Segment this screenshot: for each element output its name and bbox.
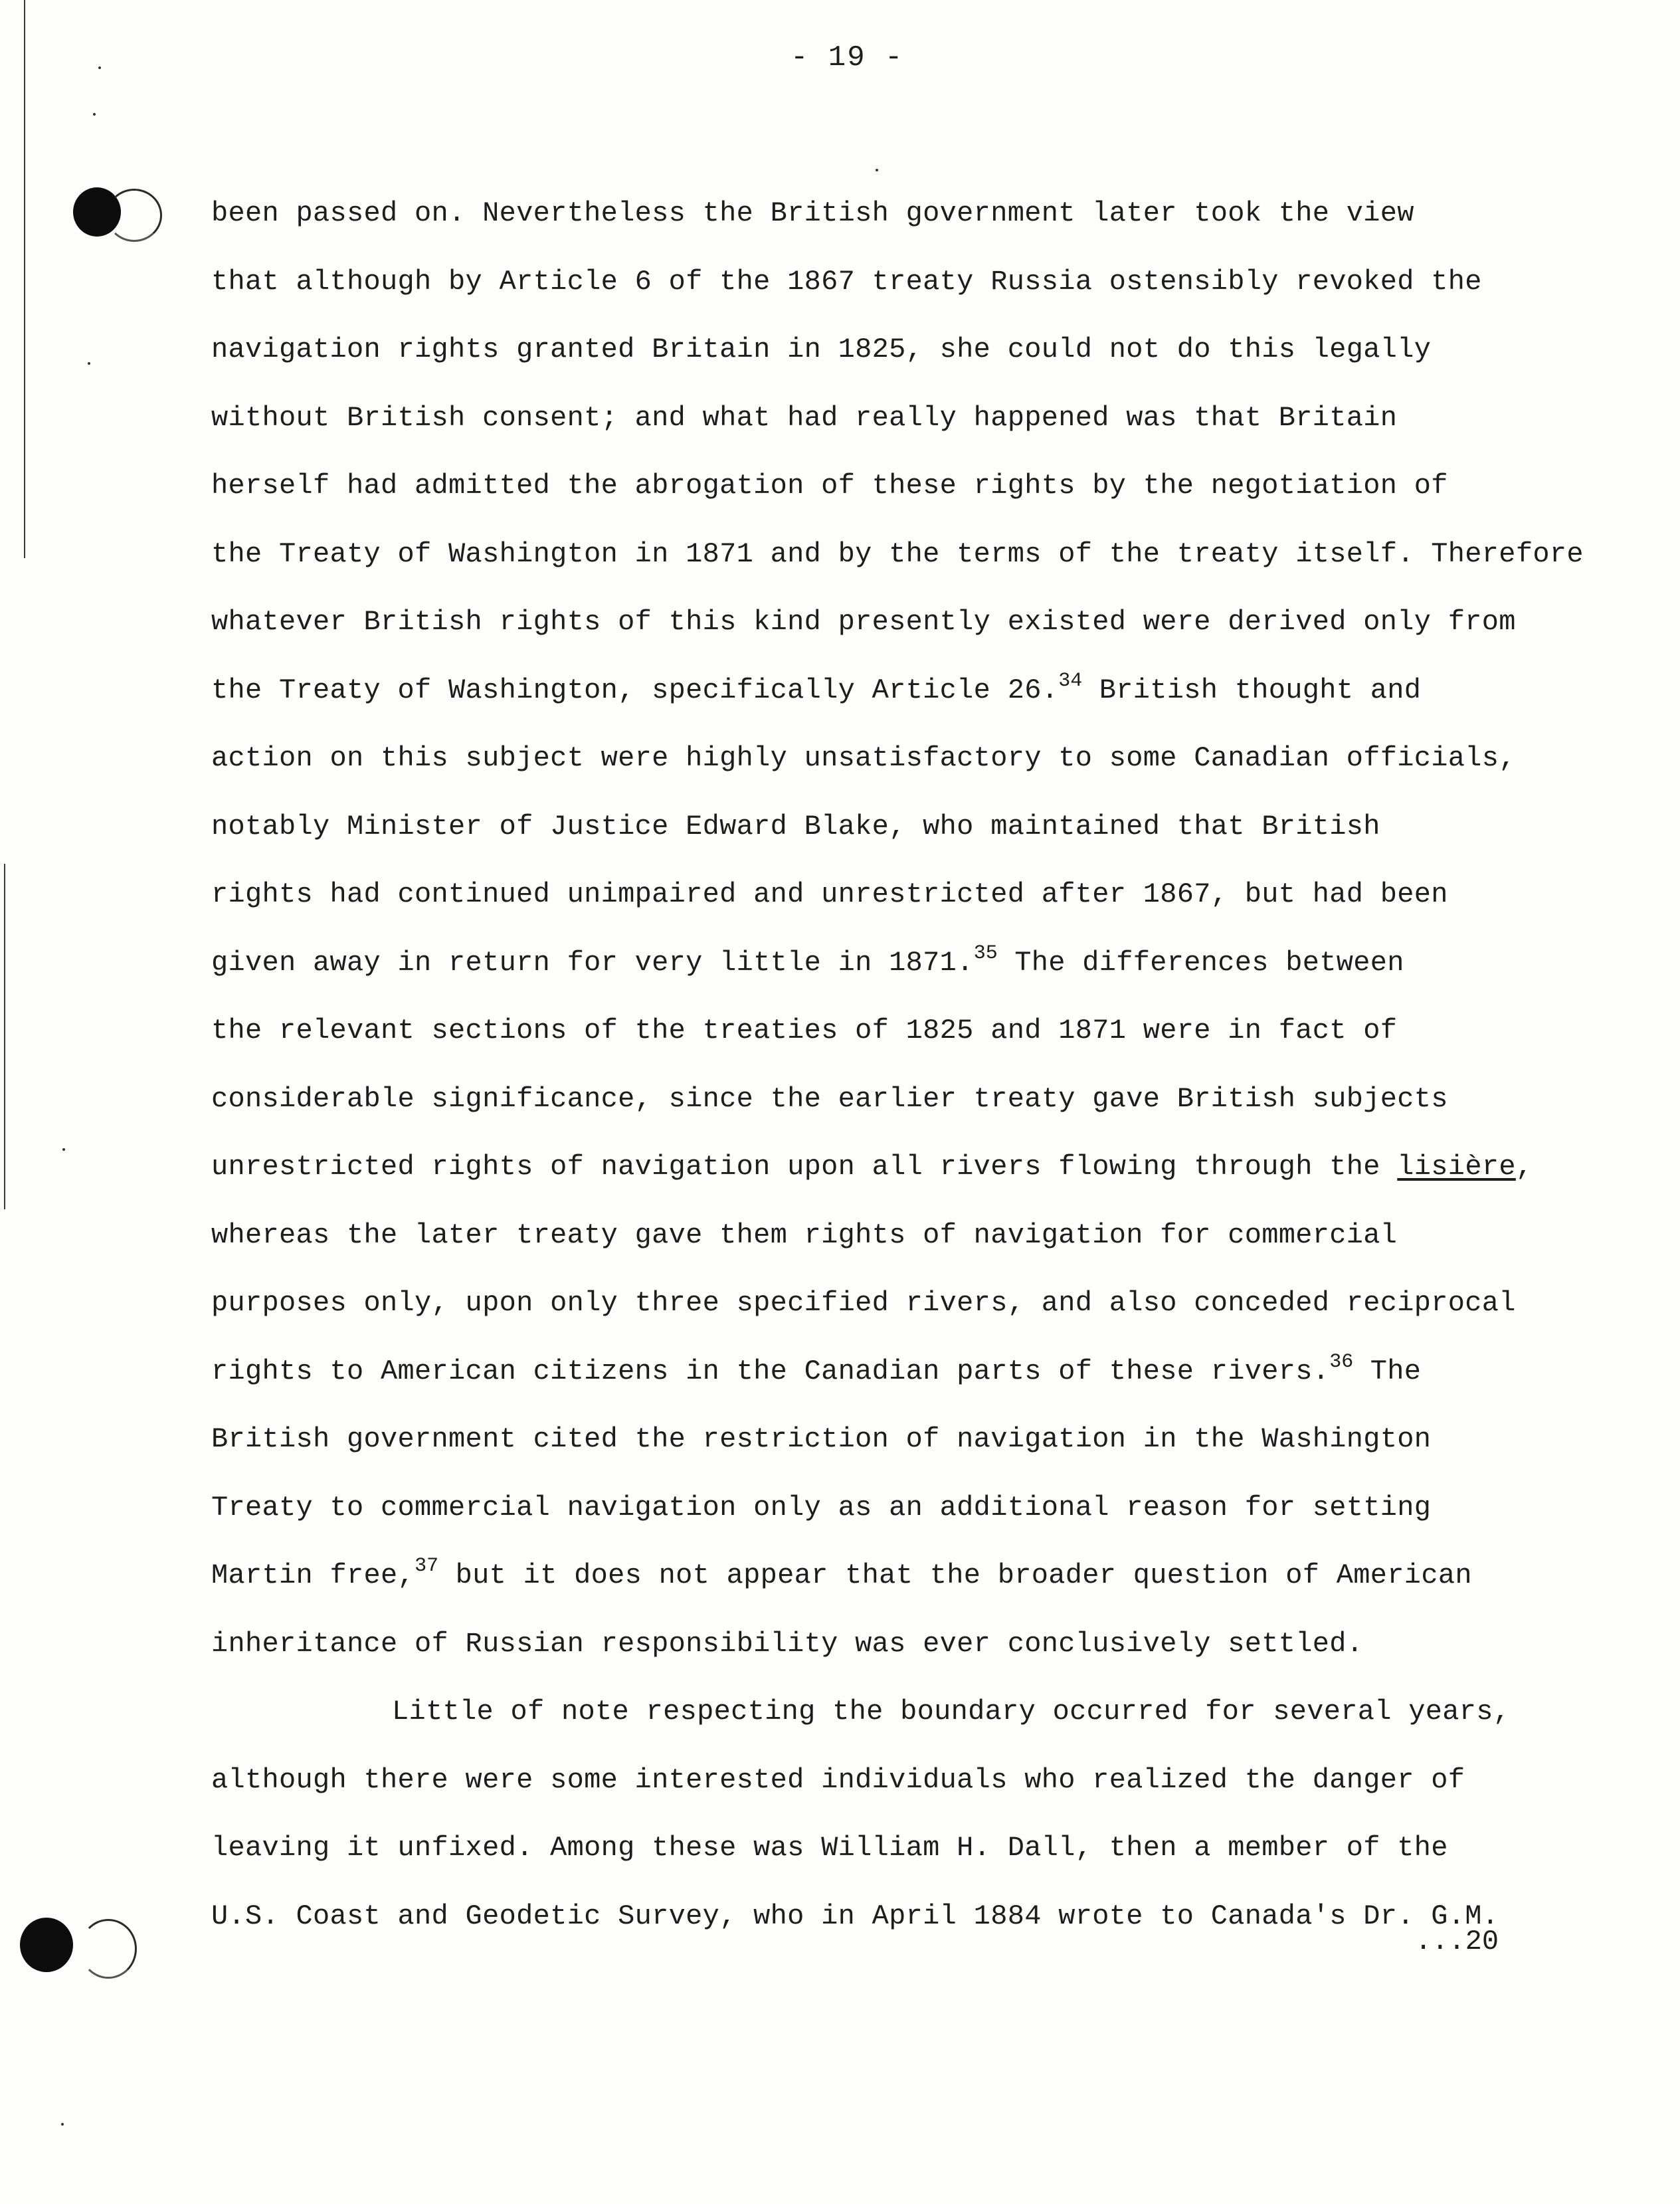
margin-line	[24, 0, 25, 558]
text-line	[211, 724, 1580, 793]
footnote-marker: 37	[415, 1555, 439, 1577]
text-line	[211, 179, 1580, 248]
text-segment: although there were some interested individuals who realized the danger of	[211, 1763, 1465, 1796]
text-segment: purposes only, upon only three specified rivers, and also conceded reciprocal	[211, 1287, 1516, 1319]
text-line	[211, 793, 1580, 861]
text-line	[211, 248, 1580, 316]
text-segment: unrestricted rights of navigation upon all rivers flowing through the	[211, 1151, 1398, 1183]
text-segment: without British consent; and what had really happened was that Britain	[211, 401, 1398, 434]
text-line	[211, 1269, 1580, 1338]
text-segment: whatever British rights of this kind presently existed were derived only from	[211, 606, 1516, 638]
text-segment: the Treaty of Washington in 1871 and by the terms of the treaty itself. Therefore	[211, 538, 1584, 570]
footnote-marker: 35	[973, 942, 998, 965]
text-line	[211, 588, 1580, 656]
scan-speck	[876, 169, 878, 171]
text-line	[211, 520, 1584, 589]
text-segment: rights had continued unimpaired and unrestricted after 1867, but had been	[211, 878, 1448, 910]
continuation-marker: ...20	[1415, 1926, 1499, 1957]
text-segment: ,	[1515, 1151, 1533, 1183]
text-segment: leaving it unfixed. Among these was William H. Dall, then a member of the	[211, 1832, 1448, 1864]
body-text	[211, 179, 1584, 1950]
text-segment: but it does not appear that the broader question of American	[438, 1559, 1472, 1591]
text-segment: the relevant sections of the treaties of 1825 and 1871 were in fact of	[211, 1015, 1398, 1047]
text-line	[211, 1882, 1580, 1951]
text-line	[211, 1201, 1580, 1270]
text-segment: navigation rights granted Britain in 1825, she could not do this legally	[211, 334, 1432, 365]
text-line	[211, 1746, 1580, 1815]
text-line	[211, 1542, 1580, 1610]
text-segment: whereas the later treaty gave them rights of navigation for commercial	[211, 1219, 1398, 1251]
text-line	[211, 997, 1580, 1065]
text-line	[211, 1133, 1580, 1201]
punch-hole-ring-bottom	[80, 1919, 137, 1979]
text-segment: been passed on. Nevertheless the British government later took the view	[211, 197, 1414, 229]
text-line	[211, 384, 1580, 452]
scan-speck	[61, 2123, 64, 2126]
text-line	[211, 452, 1580, 520]
text-segment: Martin free,	[211, 1559, 415, 1591]
punch-hole-bottom	[20, 1918, 73, 1972]
punch-hole-ring-top	[106, 189, 162, 242]
text-line	[211, 1610, 1580, 1678]
paragraph-start-line	[211, 1678, 1580, 1746]
scan-speck	[88, 362, 90, 365]
text-segment: Treaty to commercial navigation only as an additional reason for setting	[211, 1491, 1432, 1524]
text-segment: the Treaty of Washington, specifically Article 26.	[211, 674, 1059, 706]
text-segment: British government cited the restriction of navigation in the Washington	[211, 1423, 1432, 1455]
text-segment: Little of note respecting the boundary occurred for several years,	[392, 1696, 1511, 1728]
text-line	[211, 1065, 1580, 1134]
margin-line-lower	[4, 864, 5, 1209]
text-segment: herself had admitted the abrogation of these rights by the negotiation of	[211, 470, 1448, 502]
footnote-marker: 36	[1329, 1350, 1354, 1373]
text-line	[211, 656, 1580, 725]
text-segment: British thought and	[1082, 674, 1422, 706]
text-line	[211, 1338, 1580, 1406]
underlined-term: lisière	[1397, 1151, 1516, 1183]
scan-speck	[98, 66, 101, 69]
page-number: - 19 -	[791, 41, 904, 74]
text-segment: given away in return for very little in 1871.	[211, 946, 974, 979]
text-segment: considerable significance, since the earlier treaty gave British subjects	[211, 1082, 1448, 1115]
scan-speck	[93, 113, 96, 116]
text-segment: inheritance of Russian responsibility was ever conclusively settled.	[211, 1627, 1364, 1660]
text-line	[211, 1814, 1580, 1882]
text-segment: rights to American citizens in the Canadian parts of these rivers.	[211, 1355, 1330, 1387]
scan-speck	[62, 1148, 65, 1151]
text-segment: notably Minister of Justice Edward Blake, who maintained that British	[211, 810, 1380, 843]
text-segment: The	[1353, 1355, 1422, 1387]
text-line	[211, 1405, 1580, 1474]
text-segment: U.S. Coast and Geodetic Survey, who in April 1884 wrote to Canada's Dr. G.M.	[211, 1900, 1499, 1932]
text-line	[211, 316, 1580, 384]
text-segment: action on this subject were highly unsatisfactory to some Canadian officials,	[211, 742, 1516, 774]
text-line	[211, 1474, 1580, 1542]
text-segment: that although by Article 6 of the 1867 treaty Russia ostensibly revoked the	[211, 265, 1482, 298]
footnote-marker: 34	[1058, 669, 1083, 692]
text-line	[211, 860, 1580, 929]
text-line	[211, 929, 1580, 997]
text-segment: The differences between	[997, 946, 1404, 979]
